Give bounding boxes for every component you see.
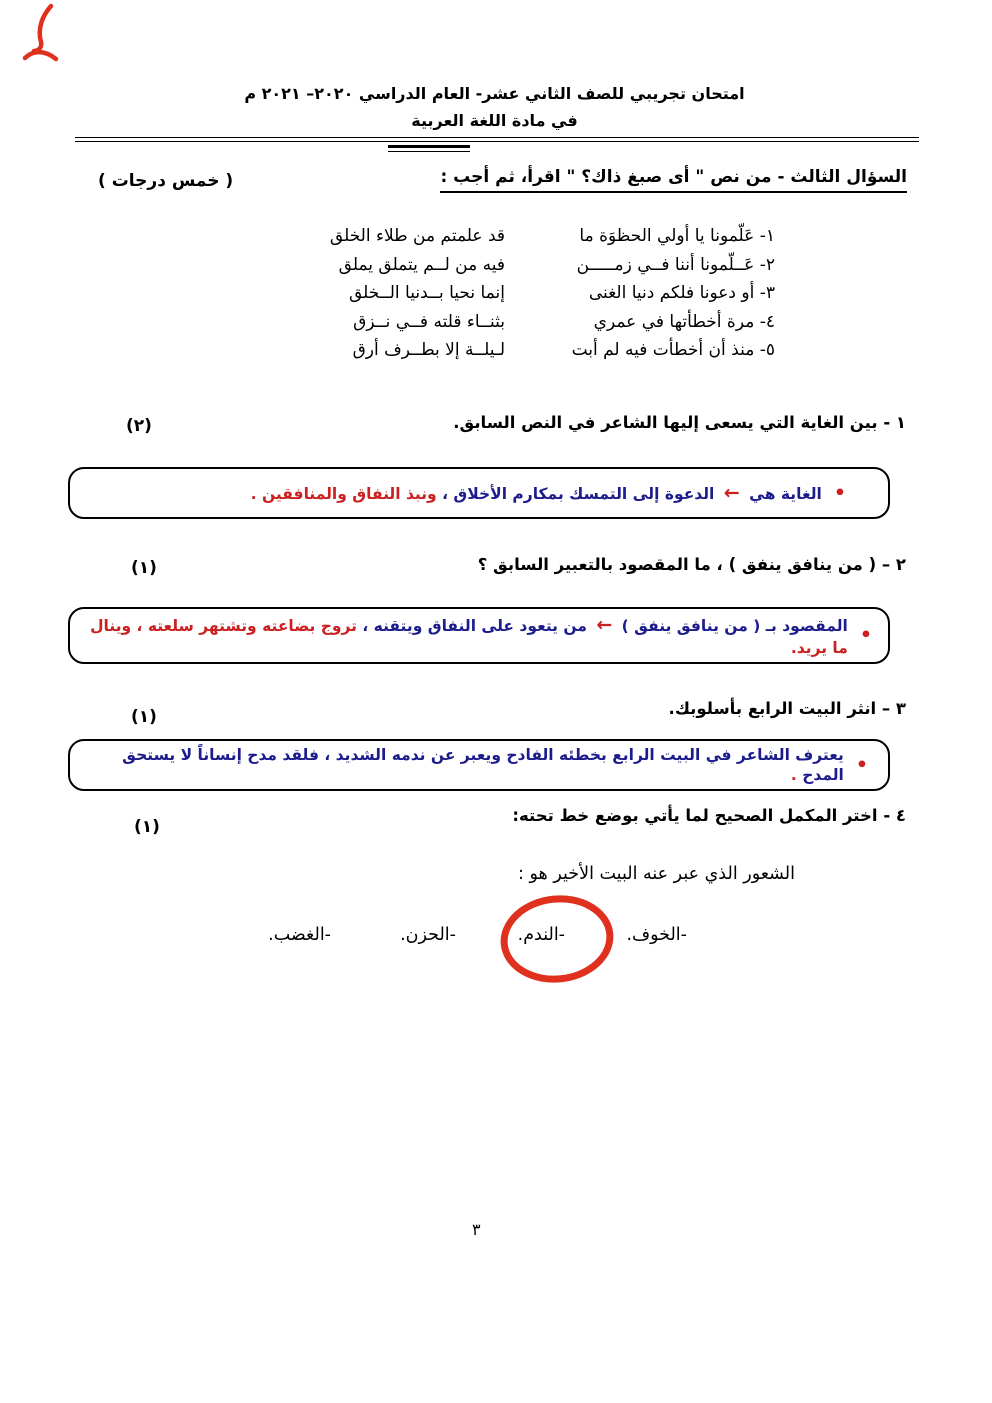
question-2: ٢ – ( من ينافق ينفق ) ، ما المقصود بالتعبير السابق ؟ <box>477 555 906 574</box>
header-line1: امتحان تجريبي للصف الثاني عشر- العام الدراسي ٢٠٢٠– ٢٠٢١ م <box>244 84 745 103</box>
verse-1-second: قد علمتم من طلاء الخلق <box>329 226 505 246</box>
answer-3-body: يعترف الشاعر في البيت الرابع بخطئه الفادح ويعبر عن ندمه الشديد ، فلقد مدح إنساناً لا يستحق المدح <box>122 745 844 784</box>
answer-1-text <box>251 481 822 506</box>
page-number: ٣ <box>472 1220 481 1239</box>
left-arrow-icon: ← <box>596 614 613 637</box>
bullet-icon: • <box>859 624 872 647</box>
answer-3-text <box>82 745 844 785</box>
answer-1-highlight: ونبذ النفاق والمنافقين . <box>250 484 437 503</box>
answer-3-period: . <box>790 766 797 784</box>
verse-3-second: إنما نحيا بــدنيا الــخلق <box>349 283 505 303</box>
answer-box-3 <box>68 739 890 791</box>
question-1-marks: (٢) <box>126 416 152 436</box>
exam-header <box>172 80 817 134</box>
bullet-icon: • <box>833 481 846 504</box>
question-2-marks: (١) <box>131 558 157 578</box>
verse-2-first: ٢- عَــلّمونا أننا فــي زمـــــن <box>576 254 775 275</box>
option-sadness: -الحزن. <box>400 925 456 945</box>
option-fear: -الخوف. <box>626 925 687 945</box>
verse-1-first: ١- عَلّمونا يا أولي الحظوَة ما <box>579 226 775 246</box>
verse-4-first: ٤- مرة أخطأتها في عمري <box>593 311 775 332</box>
answer-circle-mark <box>492 891 622 987</box>
section-total-marks: ( خمس درجات ) <box>98 171 234 191</box>
answer-box-2 <box>68 607 890 664</box>
answer-1-lead: الغاية هي <box>743 484 822 503</box>
option-anger: -الغضب. <box>268 925 331 945</box>
answer-box-1 <box>68 467 890 519</box>
answer-1-body: الدعوة إلى التمسك بمكارم الأخلاق ، <box>436 484 720 503</box>
left-arrow-icon: ← <box>723 481 740 504</box>
answer-2-highlight: تروج بضاعته وتشتهر سلعته ، وينال ما يريد. <box>90 617 848 657</box>
poem-second-hemistichs <box>210 222 505 365</box>
question-3-marks: (١) <box>131 707 157 727</box>
question-3: ٣ – انثر البيت الرابع بأسلوبك. <box>668 699 906 718</box>
header-line2: في مادة اللغة العربية <box>411 111 578 130</box>
verse-5-second: لـيلــة إلا بطــرف أرق <box>352 340 505 360</box>
verse-2-second: فيه من لــم يتملق يملق <box>338 254 505 275</box>
verse-4-second: بثنــاء قلته فــي نــزق <box>353 311 505 332</box>
answer-2-body: من يتعود على النفاق ويتقنه ، <box>356 617 593 636</box>
header-divider <box>75 137 919 142</box>
section-title: السؤال الثالث - من نص " أى صبغ ذاك؟ " اقرأ، ثم أجب : <box>440 167 907 193</box>
bullet-icon: • <box>855 753 868 776</box>
question-4-stem: الشعور الذي عبر عنه البيت الأخير هو : <box>518 864 795 884</box>
answer-2-text <box>80 613 848 658</box>
red-pen-mark <box>18 2 64 66</box>
header-underline <box>388 145 470 152</box>
answer-2-lead: المقصود بـ ( من ينافق ينفق ) <box>616 617 848 636</box>
verse-5-first: ٥- منذ أن أخطأت فيه لم أبت <box>571 340 775 360</box>
question-1: ١ - بين الغاية التي يسعى إليها الشاعر في النص السابق. <box>453 413 906 432</box>
option-regret: -الندم. <box>517 925 565 945</box>
question-4: ٤ - اختر المكمل الصحيح لما يأتي بوضع خط تحته: <box>512 806 906 825</box>
verse-3-first: ٣- أو دعونا فلكم دنيا الغنى <box>588 283 775 303</box>
question-4-marks: (١) <box>134 817 160 837</box>
